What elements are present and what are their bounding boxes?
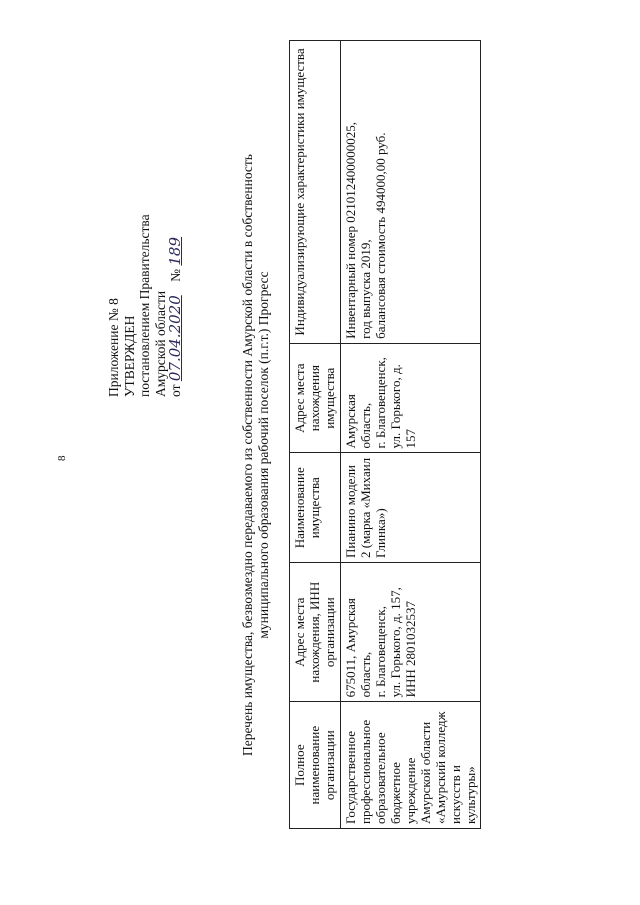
property-table <box>289 40 481 829</box>
cell-characteristics <box>341 41 481 344</box>
handwritten-number: 189 <box>166 236 184 266</box>
org-address-line: г. Благовещенск, <box>373 606 388 698</box>
approved-label: УТВЕРЖДЕН <box>121 315 137 397</box>
cell-org-address <box>341 563 481 702</box>
header-org-address: Адрес места нахождения, ИНН организации <box>290 563 341 702</box>
org-address-line: ул. Горького, д. 157, <box>388 587 403 698</box>
characteristics-line: балансовая стоимость 494000,00 руб. <box>373 132 388 339</box>
number-prefix: № <box>168 268 183 282</box>
approval-block <box>106 214 184 397</box>
characteristics-line: год выпуска 2019, <box>358 239 373 339</box>
property-address-line: г. Благовещенск, <box>373 357 388 449</box>
header-property-address: Адрес места нахождения имущества <box>290 343 341 453</box>
header-property-name: Наименование имущества <box>290 453 341 563</box>
document-title <box>240 65 272 845</box>
org-address-line: 675011, Амурская область, <box>343 598 373 698</box>
title-line-2: муниципального образования рабочий поселок (п.г.т.) Прогресс <box>256 271 271 639</box>
header-characteristics: Индивидуализирующие характеристики имущества <box>290 41 341 344</box>
header-org-name: Полное наименование организации <box>290 702 341 829</box>
handwritten-date: 07.04.2020 <box>166 295 184 382</box>
property-address-line: ул. Горького, д. 157 <box>388 364 418 449</box>
appendix-label: Приложение № 8 <box>106 298 121 397</box>
table-row <box>341 41 481 829</box>
cell-org-name: Государственное профессиональное образовательное бюджетное учреждение Амурской области «Амурский колледж искусств и культуры» <box>341 702 481 829</box>
region-label: Амурской области <box>152 290 168 397</box>
date-number-line <box>168 214 184 397</box>
org-inn: ИНН 2801032537 <box>403 600 418 698</box>
cell-property-address <box>341 343 481 453</box>
table-header-row <box>290 41 341 829</box>
property-address-line: Амурская область, <box>343 394 373 449</box>
characteristics-line: Инвентарный номер 021012400000025, <box>343 122 358 339</box>
title-line-1: Перечень имущества, безвозмездно передаваемого из собственности Амурской области в собственность <box>240 154 255 756</box>
resolution-label: постановлением Правительства <box>137 214 152 397</box>
cell-property-name: Пианино модели 2 (марка «Михаил Глинка») <box>341 453 481 563</box>
page-number: 8 <box>56 455 68 461</box>
date-prefix: от <box>168 384 183 397</box>
